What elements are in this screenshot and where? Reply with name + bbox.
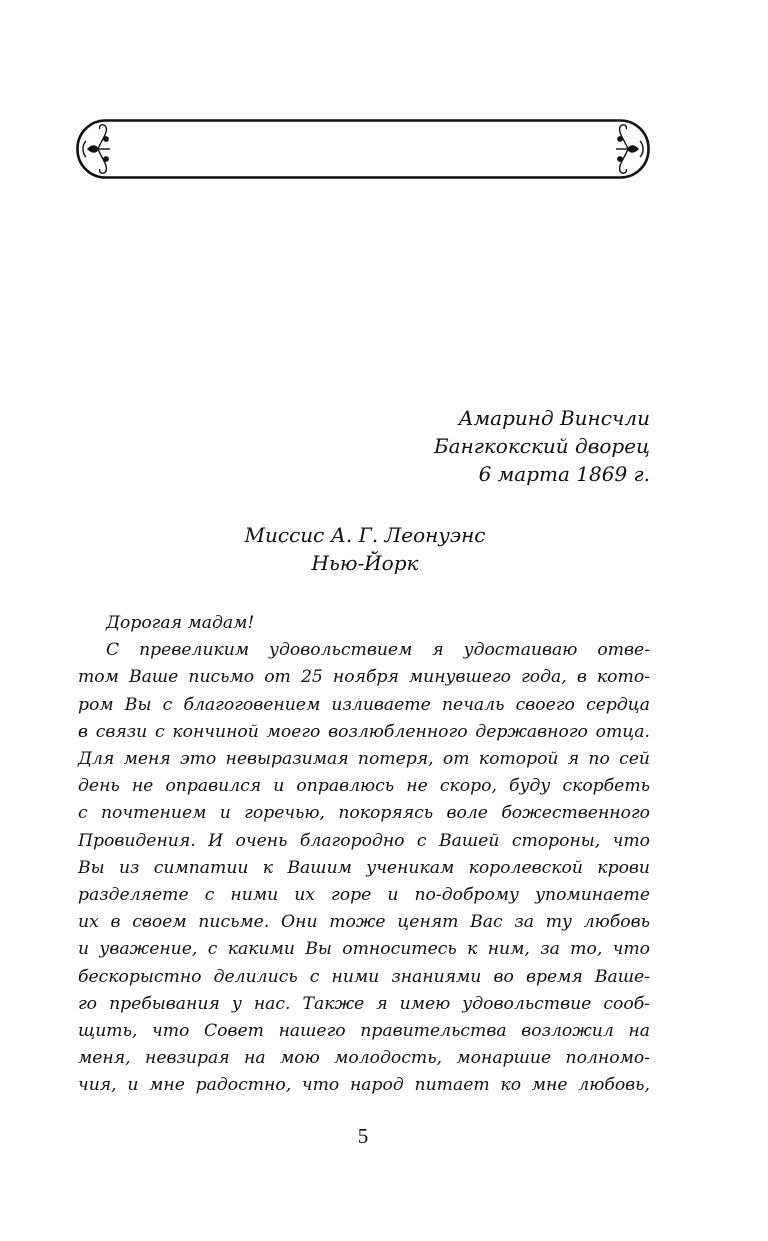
ornament-left-icon bbox=[83, 125, 110, 173]
letter-date: 6 марта 1869 г. bbox=[478, 462, 650, 486]
body-line: Провидения. И очень благородно с Вашей стороны, что bbox=[78, 830, 650, 851]
body-line: их в своем письме. Они тоже ценят Вас за ту любовь bbox=[78, 912, 650, 933]
letter-body bbox=[78, 610, 650, 1100]
recipient-block bbox=[200, 521, 530, 577]
body-line: в связи с кончиной моего возлюбленного державного отца. bbox=[78, 721, 650, 742]
body-line: разделяете с ними их горе и по-доброму упоминаете bbox=[78, 885, 650, 906]
sender-block bbox=[434, 404, 650, 488]
body-line: с почтением и горечью, покоряясь воле божественного bbox=[78, 803, 650, 824]
body-line: го пребывания у нас. Также я имею удовольствие сооб- bbox=[78, 993, 650, 1014]
sender-place: Бангкокский дворец bbox=[433, 434, 650, 458]
page-number: 5 bbox=[357, 1124, 369, 1148]
recipient-name: Миссис А. Г. Леонуэнс bbox=[244, 523, 486, 547]
sender-name: Амаринд Винсчли bbox=[458, 406, 650, 430]
body-line: чия, и мне радостно, что народ питает ко мне любовь, bbox=[78, 1075, 650, 1096]
body-line: С превеликим удовольствием я удостаиваю отве- bbox=[106, 640, 650, 661]
body-line: и уважение, с какими Вы относитесь к ним, за то, что bbox=[78, 939, 650, 960]
body-line: том Ваше письмо от 25 ноября минувшего года, в кото- bbox=[78, 667, 650, 688]
body-line: бескорыстно делились с ними знаниями во время Ваше- bbox=[78, 966, 650, 987]
body-line: щить, что Совет нашего правительства возложил на bbox=[78, 1021, 650, 1042]
body-line: Вы из симпатии к Вашим ученикам королевской крови bbox=[78, 857, 650, 878]
body-line: день не оправился и оправлюсь не скоро, буду скорбеть bbox=[78, 776, 650, 797]
chapter-header-frame bbox=[76, 119, 650, 179]
body-line: Для меня это невыразимая потеря, от которой я по сей bbox=[78, 749, 650, 770]
body-line: меня, невзирая на мою молодость, монаршие полномо- bbox=[78, 1048, 650, 1069]
ornament-right-icon bbox=[616, 125, 643, 173]
recipient-city: Нью-Йорк bbox=[311, 551, 419, 575]
body-line: ром Вы с благоговением изливаете печаль своего сердца bbox=[78, 694, 650, 715]
salutation: Дорогая мадам! bbox=[106, 613, 255, 633]
